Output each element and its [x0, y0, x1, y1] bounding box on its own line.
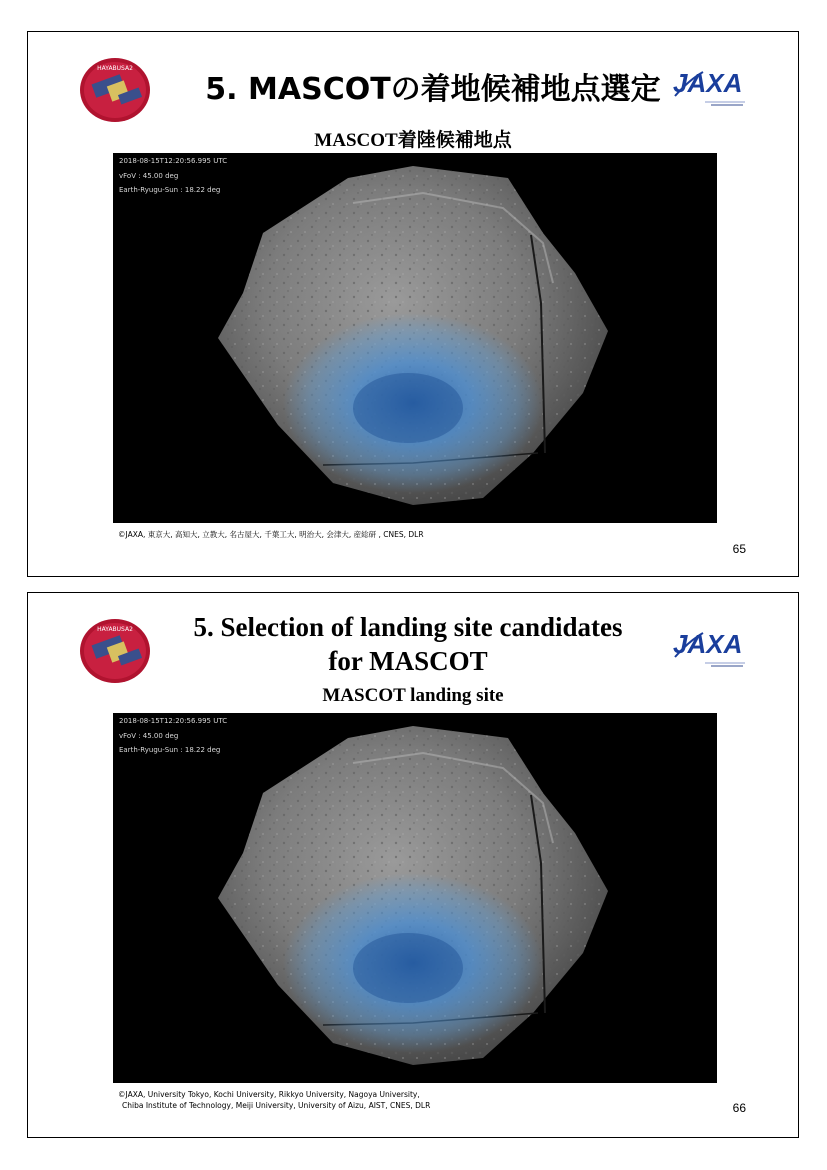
- image-angle: Earth-Ryugu-Sun : 18.22 deg: [119, 186, 221, 194]
- page-title: 5. MASCOTの着地候補地点選定: [205, 72, 661, 107]
- subtitle: MASCOT landing site: [322, 685, 504, 706]
- subtitle: MASCOT着陸候補地点: [314, 130, 512, 151]
- image-angle: Earth-Ryugu-Sun : 18.22 deg: [119, 746, 221, 754]
- image-fov: vFoV : 45.00 deg: [119, 172, 179, 180]
- image-timestamp: 2018-08-15T12:20:56.995 UTC: [119, 717, 228, 725]
- svg-text:HAYABUSA2: HAYABUSA2: [97, 626, 133, 633]
- jaxa-logo-icon: [669, 62, 747, 110]
- svg-text:JAXA: JAXA: [673, 629, 743, 659]
- ryugu-image: [113, 153, 717, 523]
- ryugu-asteroid-icon: [113, 713, 717, 1083]
- page-title: [158, 610, 658, 678]
- image-credit: ©JAXA, 東京大, 高知大, 立教大, 名古屋大, 千葉工大, 明治大, 会津大, 産総研 , CNES, DLR: [118, 530, 424, 539]
- page-number: 65: [732, 542, 746, 556]
- jaxa-logo-icon: [669, 623, 747, 671]
- svg-text:HAYABUSA2: HAYABUSA2: [97, 65, 133, 72]
- page-number: 66: [732, 1101, 746, 1115]
- slide-66: [27, 592, 799, 1138]
- hayabusa2-logo-icon: [79, 618, 151, 684]
- svg-text:JAXA: JAXA: [673, 68, 743, 98]
- credit-line-1: ©JAXA, University Tokyo, Kochi University, Rikkyo University, Nagoya University,: [118, 1090, 420, 1099]
- ryugu-image: [113, 713, 717, 1083]
- image-credit: [118, 1089, 430, 1111]
- image-timestamp: 2018-08-15T12:20:56.995 UTC: [119, 157, 228, 165]
- title-line-2: for MASCOT: [328, 646, 488, 676]
- image-fov: vFoV : 45.00 deg: [119, 732, 179, 740]
- slide-65: [27, 31, 799, 577]
- credit-line-2: Chiba Institute of Technology, Meiji University, University of Aizu, AIST, CNES, DLR: [122, 1101, 431, 1110]
- ryugu-asteroid-icon: [113, 153, 717, 523]
- title-line-1: 5. Selection of landing site candidates: [193, 612, 623, 642]
